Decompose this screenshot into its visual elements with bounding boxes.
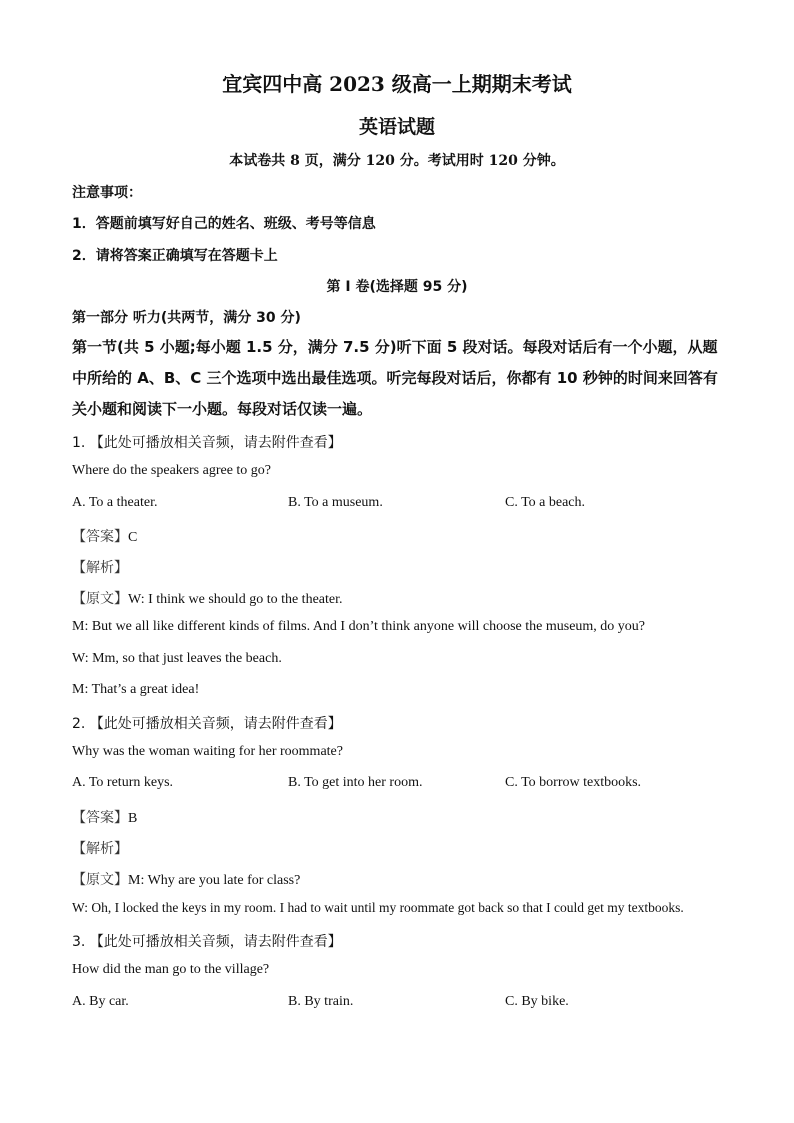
question-1-option-b: B. To a museum. (288, 495, 383, 510)
question-1-transcript-1 (72, 588, 343, 608)
question-2-stem: Why was the woman waiting for her roommate? (72, 744, 343, 759)
volume-heading: 第 I 卷(选择题 95 分) (326, 279, 468, 295)
question-3-stem: How did the man go to the village? (72, 962, 270, 977)
part-heading: 第一部分 听力(共两节，满分 30 分) (72, 310, 301, 326)
question-2-option-c: C. To borrow textbooks. (505, 775, 642, 790)
exam-title: 宜宾四中高 2023 级高一上期期末考试 (222, 72, 572, 96)
question-1-answer (72, 526, 137, 546)
exam-info: 本试卷共 8 页，满分 120 分。考试用时 120 分钟。 (229, 153, 565, 169)
exam-subject: 英语试题 (358, 116, 435, 138)
question-1-option-c: C. To a beach. (505, 495, 586, 510)
question-1-option-a: A. To a theater. (72, 495, 158, 510)
answer-value: C (128, 530, 138, 545)
section-instructions: 第一节(共 5 小题;每小题 1.5 分，满分 7.5 分)听下面 5 段对话。每段对话后有一个小题，从题中所给的 A、B、C 三个选项中选出最佳选项。听完每段对话后，你都有 10 秒钟的时间来回答有关小题和阅读下一小题。每段对话仅读一遍。 (72, 338, 718, 418)
question-1-header: 1. 【此处可播放相关音频，请去附件查看】 (72, 435, 342, 451)
original-label: 【原文】 (72, 872, 128, 888)
question-3-option-b: B. By train. (288, 994, 354, 1009)
question-1-stem: Where do the speakers agree to go? (72, 463, 272, 478)
question-2-option-a: A. To return keys. (72, 775, 174, 790)
question-1-transcript-2: M: But we all like different kinds of films. And I don’t think anyone will choose the museum, do you? (72, 619, 646, 634)
transcript-line: W: I think we should go to the theater. (128, 592, 343, 607)
notes-heading: 注意事项： (72, 185, 142, 201)
question-2-option-b: B. To get into her room. (288, 775, 423, 790)
question-3-option-c: C. By bike. (505, 994, 569, 1009)
question-2-analysis-label: 【解析】 (72, 841, 128, 857)
question-3-header: 3. 【此处可播放相关音频，请去附件查看】 (72, 934, 342, 950)
answer-label: 【答案】 (72, 529, 128, 545)
answer-value: B (128, 811, 138, 826)
notes-item-2: 2．请将答案正确填写在答题卡上 (72, 248, 278, 264)
question-2-transcript-1 (72, 869, 300, 889)
original-label: 【原文】 (72, 591, 128, 607)
transcript-line: M: Why are you late for class? (128, 873, 301, 888)
question-2-answer (72, 807, 137, 827)
question-1-transcript-3: W: Mm, so that just leaves the beach. (72, 651, 282, 666)
question-1-analysis-label: 【解析】 (72, 560, 128, 576)
question-3-option-a: A. By car. (72, 994, 129, 1009)
notes-item-1: 1．答题前填写好自己的姓名、班级、考号等信息 (72, 216, 376, 232)
answer-label: 【答案】 (72, 810, 128, 826)
question-1-transcript-4: M: That’s a great idea! (72, 682, 200, 697)
question-2-header: 2. 【此处可播放相关音频，请去附件查看】 (72, 716, 342, 732)
question-2-transcript-2: W: Oh, I locked the keys in my room. I had to wait until my roommate got back so that I could get my textbooks. (72, 900, 684, 915)
